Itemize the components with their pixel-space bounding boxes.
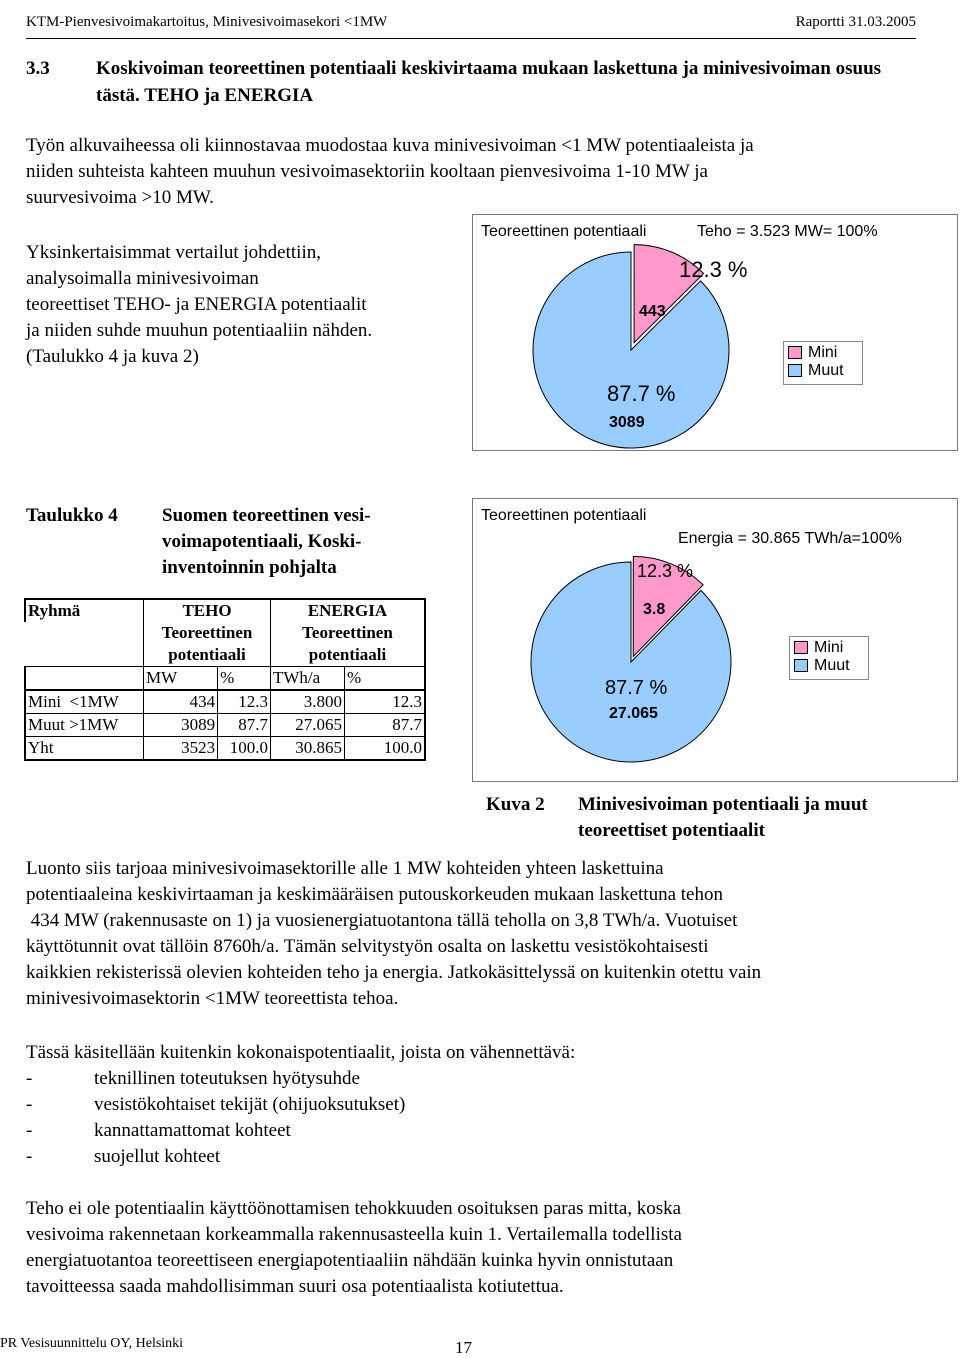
table-row <box>25 737 425 761</box>
figure-caption-line: Minivesivoiman potentiaali ja muut <box>578 794 868 815</box>
teho-subheader: potentiaali <box>144 644 271 667</box>
mini-percent-label: 12.3 % <box>679 257 748 282</box>
table-title-line: inventoinnin pohjalta <box>162 557 337 578</box>
legend-swatch-mini <box>788 346 802 359</box>
potential-table <box>24 598 426 761</box>
intro-line: niiden suhteista kahteen muuhun vesivoimasektoriin kooltaan pienvesivoima 1-10 MW ja <box>26 161 708 182</box>
side-line: (Taulukko 4 ja kuva 2) <box>26 346 199 367</box>
page-footer: PR Vesisuunnittelu OY, Helsinki <box>0 1336 184 1351</box>
intro-paragraph <box>26 133 926 211</box>
header-date: Raportti 31.03.2005 <box>795 14 916 30</box>
cell: 3089 <box>144 714 218 737</box>
section-number: 3.3 <box>26 58 50 79</box>
legend-item-muut <box>794 657 864 675</box>
energia-subheader: potentiaali <box>270 644 425 667</box>
paragraph-line: kaikkien rekisterissä olevien kohteiden teho ja energia. Jatkokäsittelyssä on kuitenkin otettu vain <box>26 962 762 983</box>
unit-twh: TWh/a <box>270 667 344 691</box>
teho-pie-chart <box>472 214 958 451</box>
paragraph-line: minivesivoimasektorin <1MW teoreettista tehoa. <box>26 988 399 1009</box>
cell: 100.0 <box>345 737 425 761</box>
table-title <box>162 503 462 581</box>
energia-pie-svg <box>473 499 957 781</box>
cell: 3.800 <box>270 690 344 714</box>
paragraph-line: Teho ei ole potentiaalin käyttöönottamisen tehokkuuden osoituksen paras mitta, koska <box>26 1198 682 1219</box>
unit-mw: MW <box>144 667 218 691</box>
unit-percent: % <box>345 667 425 691</box>
paragraph-line: 434 MW (rakennusaste on 1) ja vuosienergiatuotantona tällä teholla on 3,8 TWh/a. Vuotuiset <box>26 910 738 931</box>
muut-value-label: 27.065 <box>609 705 658 722</box>
table-header-row <box>25 599 425 622</box>
figure-label: Kuva 2 <box>486 794 545 815</box>
cell: 3523 <box>144 737 218 761</box>
teho-header: TEHO <box>144 599 271 622</box>
section-title: Koskivoiman teoreettinen potentiaali keskivirtaama mukaan laskettuna ja minivesivoiman osuus tästä. TEHO ja ENERGIA <box>96 58 882 106</box>
legend-label-muut: Muut <box>814 657 850 674</box>
legend-swatch-muut <box>794 659 808 672</box>
side-line: Yksinkertaisimmat vertailut johdettiin, <box>26 242 321 263</box>
legend-swatch-mini <box>794 641 808 654</box>
intro-line: suurvesivoima >10 MW. <box>26 187 214 208</box>
chart-subtitle: Energia = 30.865 TWh/a=100% <box>678 530 902 547</box>
paragraph-line: tavoitteessa saada mahdollisimman suuri osa potentiaalista kotiutettua. <box>26 1276 564 1297</box>
chart-legend <box>789 636 869 680</box>
legend-label-muut: Muut <box>808 362 844 379</box>
table-row <box>25 714 425 737</box>
mini-value-label: 443 <box>639 303 666 320</box>
table-title-line: Suomen teoreettinen vesi- <box>162 505 371 526</box>
muut-percent-label: 87.7 % <box>607 381 676 406</box>
row-label: Yht <box>25 737 144 761</box>
cell: 27.065 <box>270 714 344 737</box>
cell: 100.0 <box>218 737 271 761</box>
col-group-header: Ryhmä <box>25 599 144 667</box>
body-paragraph <box>26 1196 926 1300</box>
side-line: teoreettiset TEHO- ja ENERGIA potentiaalit <box>26 294 367 315</box>
list-intro: Tässä käsitellään kuitenkin kokonaispotentiaalit, joista on vähennettävä: <box>26 1042 576 1063</box>
figure-caption-line: teoreettiset potentiaalit <box>578 820 765 841</box>
chart-title: Teoreettinen potentiaali <box>481 507 647 524</box>
legend-item-mini <box>794 639 864 657</box>
cell: 434 <box>144 690 218 714</box>
muut-percent-label: 87.7 % <box>605 677 668 699</box>
header-left-text: KTM-Pienvesivoimakartoitus, Minivesivoimasekori <1MW <box>26 14 388 30</box>
legend-label-mini: Mini <box>814 639 844 656</box>
paragraph-line: käyttötunnit ovat tällöin 8760h/a. Tämän selvitystyön osalta on laskettu vesistökohtaisesti <box>26 936 709 957</box>
table-title-line: voimapotentiaali, Koski- <box>162 531 362 552</box>
pie-slice-muut <box>531 562 731 762</box>
unit-percent: % <box>218 667 271 691</box>
units-row <box>25 667 425 691</box>
mini-percent-label: 12.3 % <box>637 561 694 581</box>
legend-item-mini <box>788 344 858 362</box>
row-label: Mini <1MW <box>25 690 144 714</box>
energia-subheader: Teoreettinen <box>270 622 425 644</box>
table-row <box>25 690 425 714</box>
paragraph-line: potentiaaleina keskivirtaaman ja keskimääräisen putouskorkeuden mukaan laskettuna tehon <box>26 884 723 905</box>
side-line: ja niiden suhde muuhun potentiaaliin nähden. <box>26 320 373 341</box>
cell: 87.7 <box>218 714 271 737</box>
legend-item-muut <box>788 362 858 380</box>
energia-pie-chart <box>472 498 958 782</box>
row-label: Muut >1MW <box>25 714 144 737</box>
body-paragraph <box>26 856 926 1012</box>
table-label: Taulukko 4 <box>26 505 118 526</box>
teho-subheader: Teoreettinen <box>144 622 271 644</box>
page-number: 17 <box>455 1338 472 1357</box>
cell: 12.3 <box>345 690 425 714</box>
cell: 87.7 <box>345 714 425 737</box>
page-header <box>26 12 916 39</box>
mini-value-label: 3.8 <box>643 601 666 618</box>
cell: 30.865 <box>270 737 344 761</box>
chart-subtitle: Teho = 3.523 MW= 100% <box>697 223 878 240</box>
side-paragraph <box>26 240 476 370</box>
side-line: analysoimalla minivesivoiman <box>26 268 259 289</box>
energia-header: ENERGIA <box>270 599 425 622</box>
intro-line: Työn alkuvaiheessa oli kiinnostavaa muodostaa kuva minivesivoiman <1 MW potentiaaleista ja <box>26 135 754 156</box>
legend-label-mini: Mini <box>808 344 838 361</box>
teho-pie-svg <box>473 215 957 450</box>
paragraph-line: Luonto siis tarjoaa minivesivoimasektorille alle 1 MW kohteiden yhteen laskettuina <box>26 858 664 879</box>
muut-value-label: 3089 <box>609 414 645 431</box>
paragraph-line: vesivoima rakennetaan korkeammalla rakennusasteella kuin 1. Vertailemalla todellista <box>26 1224 682 1245</box>
chart-title: Teoreettinen potentiaali <box>481 223 647 240</box>
legend-swatch-muut <box>788 364 802 377</box>
cell: 12.3 <box>218 690 271 714</box>
paragraph-line: energiatuotantoa teoreettiseen energiapotentiaaliin nähdään kuinka hyvin onnistutaan <box>26 1250 674 1271</box>
chart-legend <box>783 341 863 385</box>
